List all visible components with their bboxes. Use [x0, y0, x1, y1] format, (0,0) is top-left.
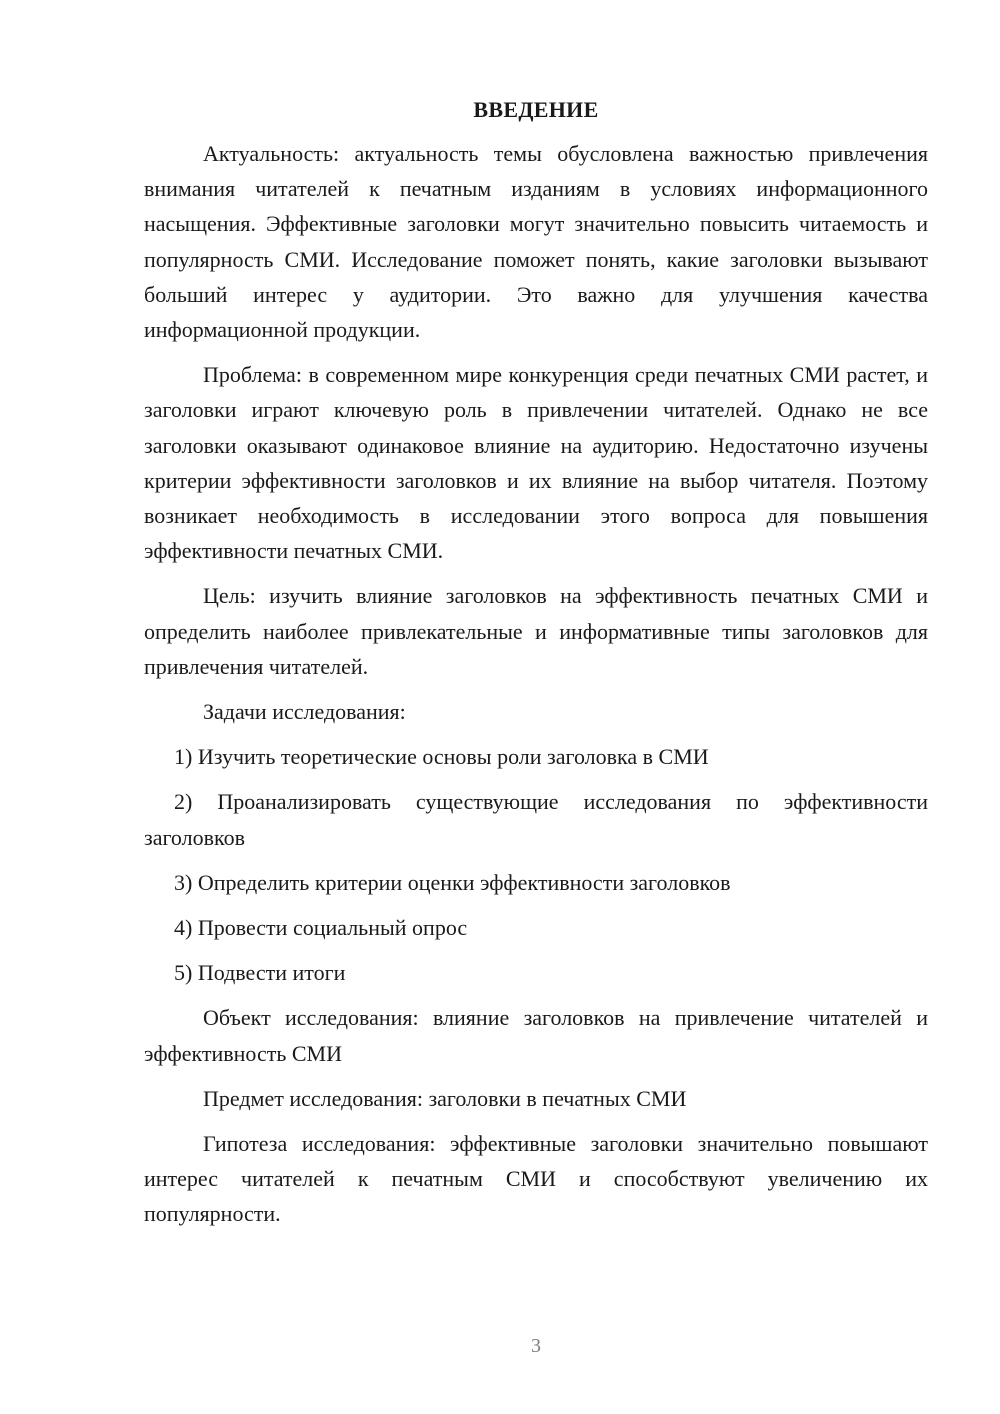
task-item-2: 2) Проанализировать существующие исследования по эффективности заголовков [144, 789, 928, 850]
tasks-heading: Задачи исследования: [203, 699, 406, 725]
task-item-5: 5) Подвести итоги [174, 960, 346, 986]
subject-paragraph: Предмет исследования: заголовки в печатных СМИ [203, 1085, 687, 1111]
document-page [144, 92, 928, 1242]
page-number: 3 [531, 1335, 541, 1357]
task-item-3: 3) Определить критерии оценки эффективности заголовков [174, 869, 731, 895]
section-title: ВВЕДЕНИЕ [473, 97, 599, 122]
hypothesis-paragraph: Гипотеза исследования: эффективные заголовки значительно повышают интерес читателей к печатным СМИ и способствуют увеличению их популярности. [144, 1131, 928, 1227]
task-item-1: 1) Изучить теоретические основы роли заголовка в СМИ [174, 744, 709, 770]
problem-paragraph: Проблема: в современном мире конкуренция среди печатных СМИ растет, и заголовки играют ключевую роль в привлечении читателей. Однако не все заголовки оказывают одинаковое влияние на аудиторию. Недостаточно изучены критерии эффективности заголовков и их влияние на выбор читателя. Поэтому возникает необходимость в исследовании этого вопроса для повышения эффективности печатных СМИ. [144, 362, 928, 564]
task-item-4: 4) Провести социальный опрос [174, 915, 468, 941]
relevance-paragraph: Актуальность: актуальность темы обусловлена важностью привлечения внимания читателей к печатным изданиям в условиях информационного насыщения. Эффективные заголовки могут значительно повысить читаемость и популярность СМИ. Исследование поможет понять, какие заголовки вызывают больший интерес у аудитории. Это важно для улучшения качества информационной продукции. [144, 141, 928, 343]
goal-paragraph: Цель: изучить влияние заголовков на эффективность печатных СМИ и определить наиболее привлекательные и информативные типы заголовков для привлечения читателей. [144, 583, 928, 679]
object-paragraph: Объект исследования: влияние заголовков на привлечение читателей и эффективность СМИ [144, 1005, 928, 1066]
